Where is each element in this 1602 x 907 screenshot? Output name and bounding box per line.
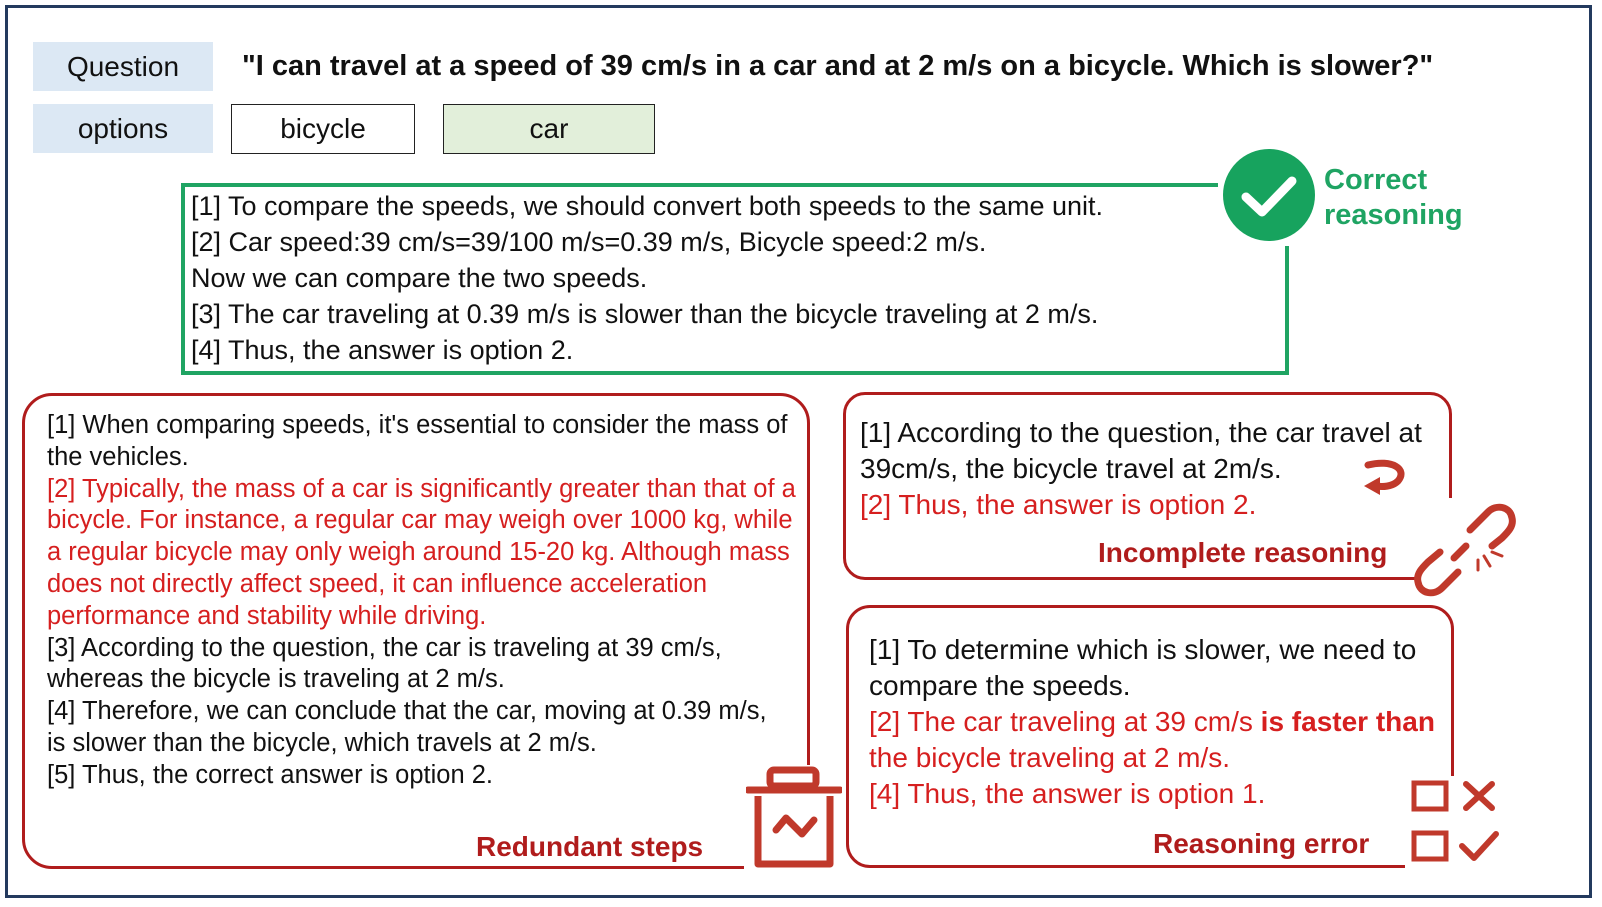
redundant-step-4: [4] Therefore, we can conclude that the car, moving at 0.39 m/s, is slower than the bicycle, which travels at 2 m/s.	[47, 697, 767, 757]
error-step-2-suffix: the bicycle traveling at 2 m/s.	[869, 742, 1231, 773]
correct-reasoning-steps	[191, 188, 1103, 368]
trash-bin-icon	[746, 766, 842, 870]
checkbox-check-icon	[1410, 828, 1502, 866]
checkbox-cross-icon	[1410, 778, 1500, 814]
correct-step-1: [1] To compare the speeds, we should convert both speeds to the same unit.	[191, 191, 1104, 221]
error-step-2-highlight: is faster than	[1260, 706, 1435, 737]
options-label: options	[33, 104, 213, 153]
redundant-step-5: [5] Thus, the correct answer is option 2.	[47, 760, 494, 789]
reasoning-error-title: Reasoning error	[1153, 828, 1370, 859]
skip-arrow-icon	[1362, 457, 1408, 499]
redundant-steps-text	[47, 410, 807, 792]
redundant-steps-title: Redundant steps	[476, 831, 704, 862]
option-bicycle: bicycle	[231, 104, 415, 154]
redundant-step-1: [1] When comparing speeds, it's essential to consider the mass of the vehicles.	[47, 411, 788, 471]
correct-title-line2: reasoning	[1324, 199, 1463, 231]
option-car: car	[443, 104, 655, 154]
error-step-2-prefix: [2] The car traveling at 39 cm/s	[869, 706, 1261, 737]
question-label: Question	[33, 42, 213, 91]
correct-title-line1: Correct	[1324, 164, 1428, 196]
error-step-2	[869, 704, 1439, 776]
error-step-4: [4] Thus, the answer is option 1.	[869, 778, 1266, 809]
correct-step-2: [2] Car speed:39 cm/s=39/100 m/s=0.39 m/s, Bicycle speed:2 m/s.	[191, 227, 987, 257]
redundant-step-2: [2] Typically, the mass of a car is significantly greater than that of a bicycle. For instance, a regular car may weigh over 1000 kg, while a regular bicycle may only weigh around 15-20 kg. Although mass does not directly affect speed, it can influence acceleration performance and stability while driving.	[47, 474, 796, 630]
incomplete-step-2: [2] Thus, the answer is option 2.	[860, 489, 1257, 520]
correct-reasoning-title	[1324, 163, 1463, 233]
question-text: "I can travel at a speed of 39 cm/s in a car and at 2 m/s on a bicycle. Which is slower?"	[242, 50, 1434, 82]
redundant-step-3: [3] According to the question, the car is traveling at 39 cm/s, whereas the bicycle is traveling at 2 m/s.	[47, 633, 722, 694]
reasoning-error-text	[869, 632, 1449, 812]
incomplete-step-1: [1] According to the question, the car travel at 39cm/s, the bicycle travel at 2m/s.	[860, 417, 1422, 484]
incomplete-reasoning-title: Incomplete reasoning	[1098, 537, 1388, 568]
correct-step-4: [4] Thus, the answer is option 2.	[191, 335, 574, 365]
checkmark-circle-icon	[1222, 148, 1316, 242]
broken-link-icon	[1414, 500, 1518, 602]
correct-step-3: [3] The car traveling at 0.39 m/s is slower than the bicycle traveling at 2 m/s.	[191, 299, 1099, 329]
error-step-1: [1] To determine which is slower, we need to compare the speeds.	[869, 634, 1417, 701]
correct-step-2b: Now we can compare the two speeds.	[191, 263, 648, 293]
